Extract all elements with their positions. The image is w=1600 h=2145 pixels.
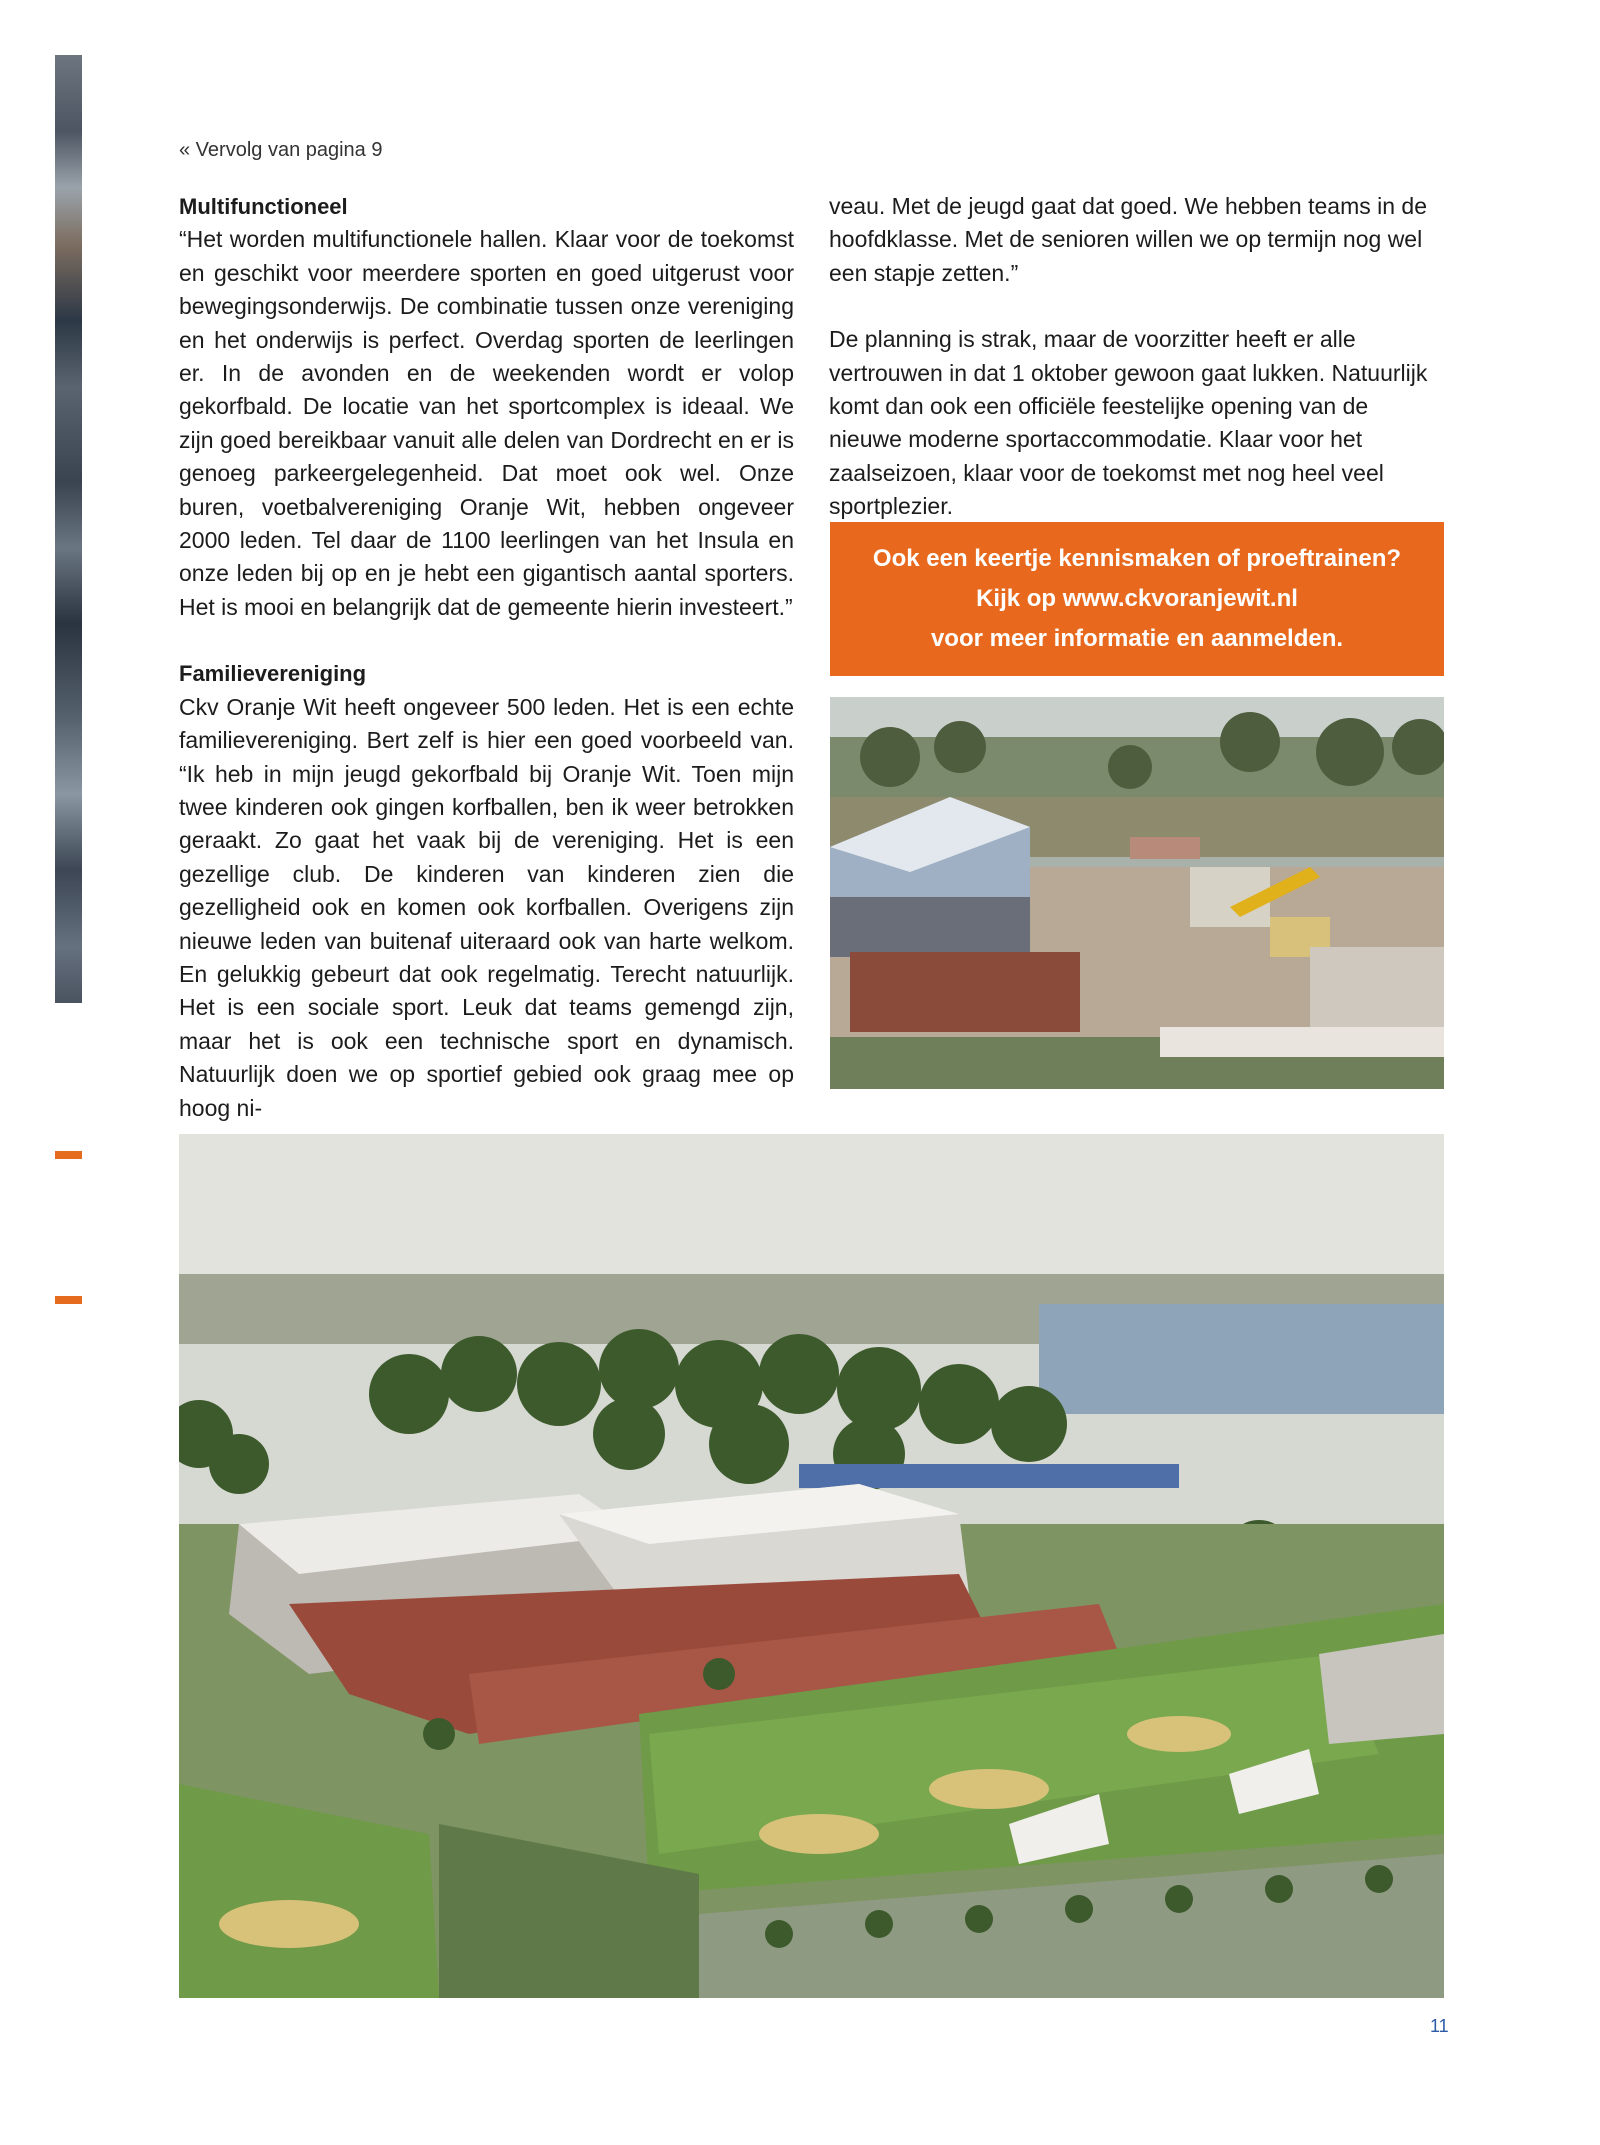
cta-box (830, 522, 1444, 676)
section-heading: Multifunctioneel (179, 194, 348, 219)
right-text-column (829, 190, 1444, 524)
orange-marker (55, 1296, 82, 1304)
sports-complex-illustration (179, 1134, 1444, 1998)
cta-line: Ook een keertje kennismaken of proeftrainen? (872, 545, 1402, 572)
cta-line: voor meer informatie en aanmelden. (930, 625, 1344, 652)
cta-link-line[interactable]: Kijk op www.ckvoranjewit.nl (976, 585, 1298, 612)
page-number: 11 (1430, 2016, 1449, 2036)
construction-site-photo (830, 697, 1444, 1089)
continued-from-label: « Vervolg van pagina 9 (179, 139, 383, 161)
body-paragraph: De planning is strak, maar de voorzitter heeft er alle vertrouwen in dat 1 oktober gewoon gaat lukken. Natuurlijk komt dan ook een officiële feestelijke opening van de nieuwe moderne sportaccommodatie. Klaar voor het zaalseizoen, klaar voor de toekomst met nog heel veel sportplezier. (829, 326, 1428, 520)
body-paragraph: Ckv Oranje Wit heeft ongeveer 500 leden. Het is een echte familievereniging. Bert zelf is hier een goed voorbeeld van. “Ik heb in mijn jeugd gekorfbald bij Oranje Wit. Toen mijn twee kinderen ook gingen korfballen, ben ik weer betrokken geraakt. Zo gaat het vaak bij de vereniging. Het is een gezellige club. De kinderen van kinderen zien die gezelligheid ook en komen ook korfballen. Overigens zijn nieuwe leden van buitenaf uiteraard ook van harte welkom. En gelukkig gebeurt dat ook regelmatig. Terecht natuurlijk. Het is een sociale sport. Leuk dat teams gemengd zijn, maar het is ook een technische sport en dynamisch. Natuurlijk doen we op sportief gebied ook graag mee op hoog ni- (179, 693, 794, 1121)
orange-marker (55, 1151, 82, 1159)
left-text-column (179, 190, 794, 1125)
body-paragraph: “Het worden multifunctionele hallen. Klaar voor de toekomst en geschikt voor meerdere sporten en goed uitgerust voor bewegingsonderwijs. De combinatie tussen onze vereniging en het onderwijs is perfect. Overdag sporten de leerlingen er. In de avonden en de weekenden wordt er volop gekorfbald. De locatie van het sportcomplex is ideaal. We zijn goed bereikbaar vanuit alle delen van Dordrecht en er is genoeg parkeergelegenheid. Dat moet ook wel. Onze buren, voetbalvereniging Oranje Wit, hebben ongeveer 2000 leden. Tel daar de 1100 leerlingen van het Insula en onze leden bij op en je hebt een gigantisch aantal sporters. Het is mooi en belangrijk dat de gemeente hierin investeert.” (179, 226, 794, 620)
section-heading: Familievereniging (179, 661, 367, 687)
side-photo-strip (55, 55, 82, 1003)
body-paragraph: veau. Met de jeugd gaat dat goed. We hebben teams in de hoofdklasse. Met de senioren willen we op termijn nog wel een stapje zetten.” (829, 193, 1427, 286)
